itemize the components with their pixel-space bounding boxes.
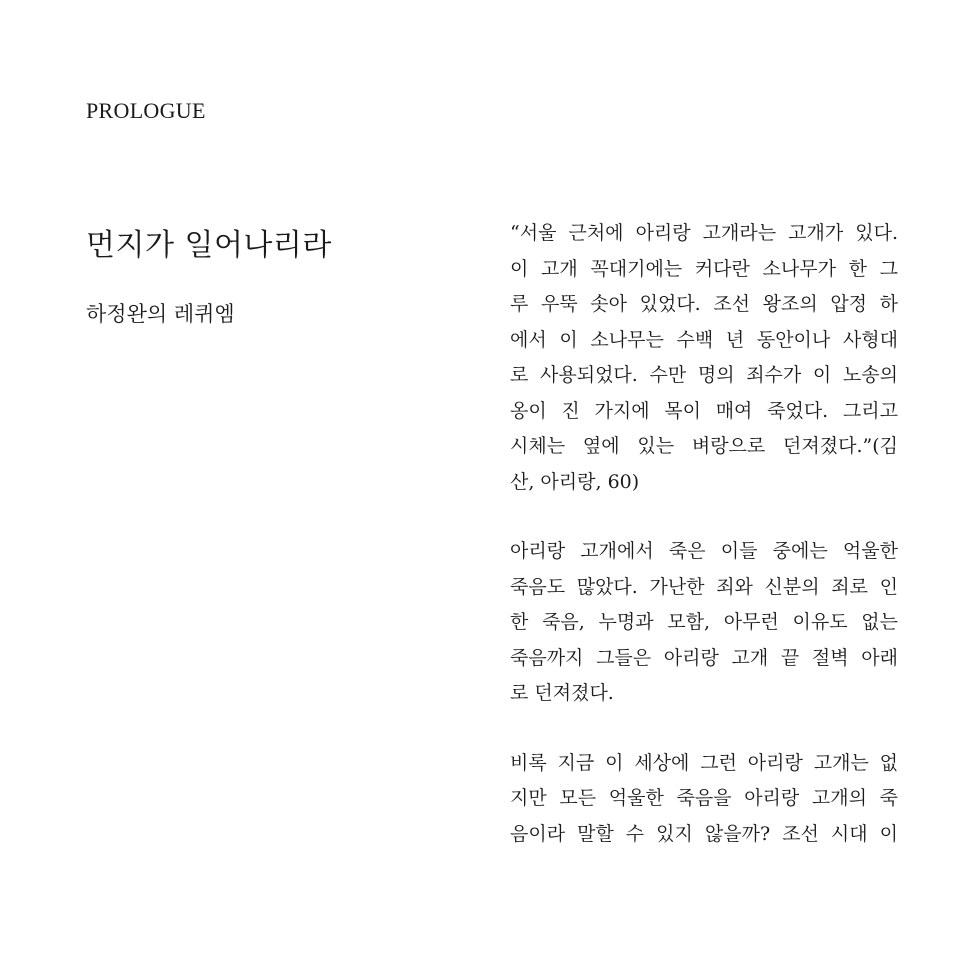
- text-line: 옹이 진 가지에 목이 매여 죽었다. 그리고: [510, 399, 898, 422]
- text-line: 죽음도 많았다. 가난한 죄와 신분의 죄로 인: [510, 575, 898, 598]
- text-line: “서울 근처에 아리랑 고개라는 고개가 있다.: [510, 222, 898, 244]
- text-line: 시체는 옆에 있는 벼랑으로 던져졌다.”(김: [510, 435, 898, 457]
- text-line: 음이라 말할 수 있지 않을까? 조선 시대 이: [510, 822, 898, 845]
- section-label: PROLOGUE: [86, 98, 206, 123]
- text-line: 이 고개 꼭대기에는 커다란 소나무가 한 그: [510, 257, 898, 280]
- text-line: 지만 모든 억울한 죽음을 아리랑 고개의 죽: [510, 787, 898, 809]
- text-line: 루 우뚝 솟아 있었다. 조선 왕조의 압정 하: [510, 293, 898, 315]
- page-title: 먼지가 일어나리라: [86, 228, 332, 263]
- text-line: 아리랑 고개에서 죽은 이들 중에는 억울한: [510, 540, 898, 562]
- text-line: 로 사용되었다. 수만 명의 죄수가 이 노송의: [510, 364, 898, 386]
- paragraph-2: [510, 534, 898, 712]
- text-line: 산, 아리랑, 60): [510, 470, 640, 493]
- page-subtitle: 하정완의 레퀴엠: [86, 302, 235, 326]
- body-text: [510, 216, 898, 886]
- paragraph-1: [510, 216, 898, 500]
- text-line: 로 던져졌다.: [510, 682, 614, 704]
- text-line: 죽음까지 그들은 아리랑 고개 끝 절벽 아래: [510, 646, 898, 669]
- text-line: 비록 지금 이 세상에 그런 아리랑 고개는 없: [510, 751, 898, 774]
- text-line: 한 죽음, 누명과 모함, 아무런 이유도 없는: [510, 611, 898, 633]
- text-line: 에서 이 소나무는 수백 년 동안이나 사형대: [510, 328, 898, 351]
- paragraph-3: [510, 746, 898, 853]
